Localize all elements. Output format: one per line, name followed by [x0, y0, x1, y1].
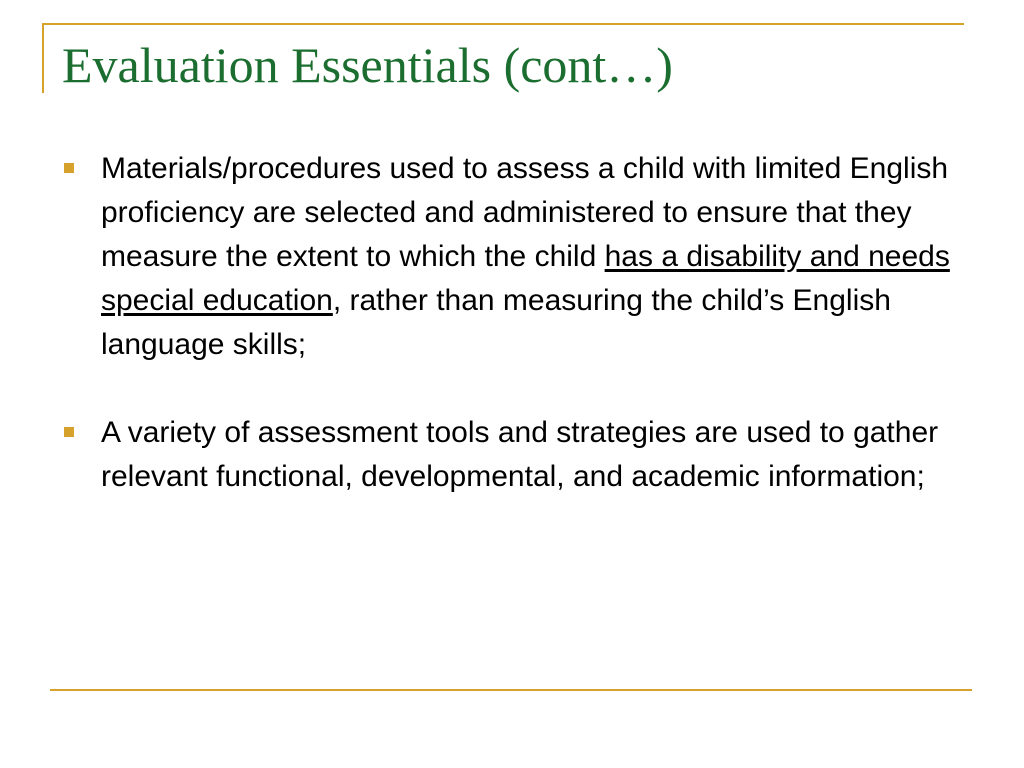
bottom-rule: [50, 689, 972, 691]
bullet-item: [64, 147, 964, 367]
bullet-text-after-underline: , rather than measuring the child’s English language skills;: [101, 284, 891, 361]
bullet-text-before-underline: Materials/procedures used to assess a child with limited English proficiency are selected and administered to ensure that they measure the extent to which the child: [101, 152, 949, 273]
square-bullet-icon: [64, 163, 74, 173]
underlined-phrase: has a disability and needs special education: [101, 240, 950, 317]
bullet-item: [64, 411, 964, 499]
left-rule: [42, 23, 44, 93]
square-bullet-icon: [64, 427, 74, 437]
top-rule: [42, 23, 964, 25]
bullet-list: [64, 147, 964, 499]
slide-title: Evaluation Essentials (cont…): [62, 37, 673, 93]
bullet-text: A variety of assessment tools and strategies are used to gather relevant functional, developmental, and academic information;: [101, 416, 939, 493]
